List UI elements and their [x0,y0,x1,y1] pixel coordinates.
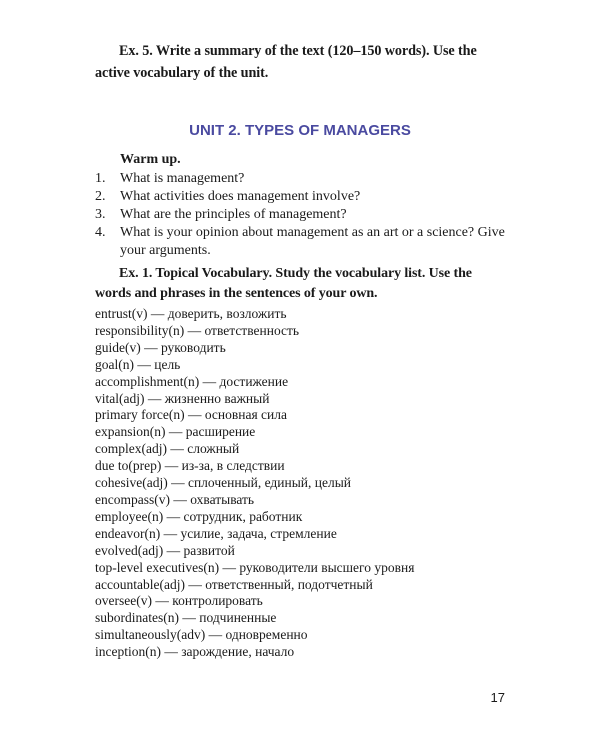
vocab-item: employee(n) — сотрудник, работник [95,508,303,524]
list-item [95,224,515,260]
vocab-item: complex(adj) — сложный [95,441,240,457]
question-text: What is your opinion about management as an art or a science? Give your arguments. [120,225,505,258]
list-item [95,170,515,188]
vocab-item: accountable(adj) — ответственный, подотчетный [95,576,373,592]
unit-title: UNIT 2. TYPES OF MANAGERS [189,122,411,139]
question-number: 3. [95,207,106,222]
vocab-item: encompass(v) — охватывать [95,491,255,507]
vocab-item: primary force(n) — основная сила [95,407,287,423]
vocab-item: subordinates(n) — подчиненные [95,610,277,626]
vocab-item: guide(v) — руководить [95,339,226,355]
vocab-item: cohesive(adj) — сплоченный, единый, целый [95,475,352,491]
question-text: What are the principles of management? [120,207,347,222]
vocab-item: entrust(v) — доверить, возложить [95,306,287,321]
vocab-item: top-level executives(n) — руководители высшего уровня [95,559,415,575]
list-item [95,206,515,224]
question-number: 1. [95,171,106,186]
warm-up-questions [95,170,515,260]
vocab-item: expansion(n) — расширение [95,424,256,440]
vocab-item: inception(n) — зарождение, начало [95,644,295,660]
vocab-item: evolved(adj) — развитой [95,542,235,558]
vocab-item: endeavor(n) — усилие, задача, стремление [95,525,337,541]
question-text: What is management? [120,171,245,186]
vocab-item: vital(adj) — жизненно важный [95,390,270,406]
question-number: 2. [95,189,106,204]
exercise-1-instruction: Ex. 1. Topical Vocabulary. Study the vocabulary list. Use the words and phrases in the sentences of your own. [95,266,472,301]
vocab-item: oversee(v) — контролировать [95,593,263,609]
list-item [95,188,515,206]
vocab-item: accomplishment(n) — достижение [95,373,289,389]
page-number: 17 [490,690,505,705]
exercise-5-instruction: Ex. 5. Write a summary of the text (120–150 words). Use the active vocabulary of the unit. [95,43,477,81]
vocab-item: goal(n) — цель [95,356,181,372]
vocab-item: due to(prep) — из-за, в следствии [95,458,285,474]
question-text: What activities does management involve? [120,189,361,204]
vocab-item: simultaneously(adv) — одновременно [95,627,308,643]
question-number: 4. [95,225,106,240]
vocab-item: responsibility(n) — ответственность [95,322,300,338]
warm-up-title: Warm up. [120,152,181,167]
vocabulary-list [95,306,515,661]
